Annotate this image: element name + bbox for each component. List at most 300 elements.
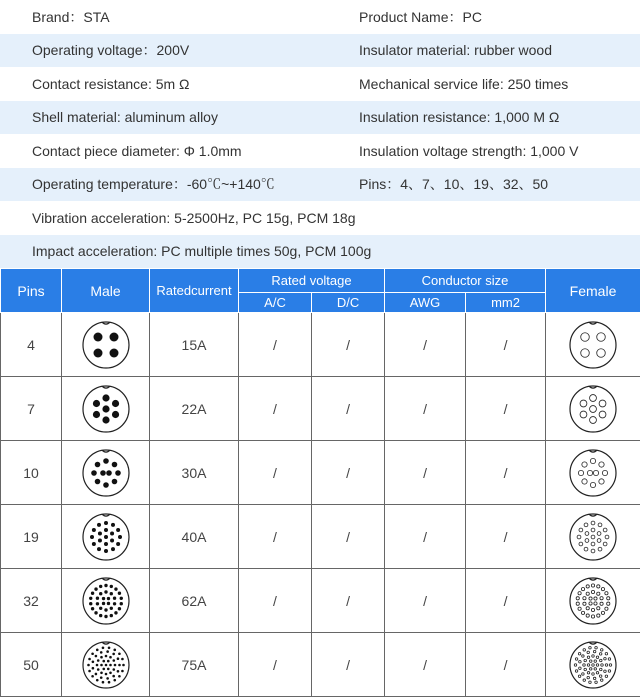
cell-current: 30A [150,441,239,505]
female-socket [605,675,607,677]
cell-current: 22A [150,377,239,441]
male-pin [104,521,108,525]
male-pin [121,669,124,672]
male-pin [112,674,115,677]
male-pin [116,669,119,672]
male-pin [93,348,102,357]
spec-row [0,0,640,34]
male-pin [88,669,91,672]
male-pin [101,596,104,599]
spec-brand: Brand：STA [0,7,359,27]
female-connector-50-icon [546,633,640,697]
spec-row [0,67,640,101]
male-pin [109,671,112,674]
male-pin [87,663,90,666]
male-pin [97,522,101,526]
male-pin [118,652,121,655]
female-socket [579,542,583,546]
cell-mm2: / [466,313,546,377]
female-socket [590,394,597,401]
male-pin [114,611,117,614]
female-socket [599,400,606,407]
female-socket [600,596,603,599]
female-socket [587,655,589,657]
female-socket [595,646,597,648]
female-socket [594,667,596,669]
female-socket [601,663,603,665]
male-pin [106,601,109,604]
male-pin [90,607,93,610]
female-socket [589,601,592,604]
male-pin [104,614,107,617]
female-socket [581,332,590,341]
cell-current: 62A [150,569,239,633]
spec-operating-voltage: Operating voltage：200V [0,40,359,60]
header-rated-voltage: Rated voltage [239,269,385,293]
female-socket [597,348,606,357]
male-pin [102,659,105,662]
cell-awg: / [385,313,466,377]
female-socket [597,332,606,341]
male-pin [111,478,117,484]
female-connector-10-icon [546,441,640,505]
female-socket [585,531,589,535]
cell-current: 75A [150,633,239,697]
female-socket [592,672,594,674]
male-pin [115,470,121,476]
male-pin [99,592,102,595]
male-pin [103,482,109,488]
female-socket [583,648,585,650]
female-socket [580,411,587,418]
female-socket [583,678,585,680]
spec-operating-temperature: Operating temperature：-60℃~+140℃ [0,174,359,194]
spec-row [0,101,640,135]
header-awg: AWG [385,293,466,313]
pin-table [0,268,640,697]
female-socket [587,663,589,665]
female-connector-7-icon [546,377,640,441]
male-pin [99,676,102,679]
male-pin [122,663,125,666]
male-pin [91,660,94,663]
female-socket [604,670,606,672]
male-pin [99,584,102,587]
female-socket [599,461,604,466]
female-socket [587,470,592,475]
male-pin [112,596,115,599]
female-socket [575,657,577,659]
female-socket [597,606,600,609]
female-socket [576,596,579,599]
female-socket [581,587,584,590]
male-pin [113,648,116,651]
female-socket [578,591,581,594]
male-pin [109,655,112,658]
male-pin [106,470,112,476]
male-pin [92,410,99,417]
male-pin [110,538,114,542]
female-socket [600,668,602,670]
female-socket [583,596,586,599]
female-socket [608,657,610,659]
female-socket [591,583,594,586]
cell-dc: / [312,441,385,505]
female-socket [578,675,580,677]
female-socket [602,470,607,475]
female-socket [589,680,591,682]
female-socket [599,411,606,418]
male-pin [113,678,116,681]
female-socket [590,667,592,669]
female-socket [607,602,610,605]
female-socket [603,528,607,532]
female-socket [584,547,588,551]
male-pin [104,583,107,586]
female-socket [590,458,595,463]
female-socket [582,461,587,466]
female-socket [605,663,607,665]
spec-impact: Impact acceleration: PC multiple times 50g, PCM 100g [0,243,371,259]
male-pin [111,547,115,551]
male-pin [116,542,120,546]
male-pin [119,596,122,599]
female-socket [577,535,581,539]
male-pin [114,587,117,590]
header-male: Male [62,269,150,313]
male-pin [118,535,122,539]
female-socket [591,542,595,546]
header-mm2: mm2 [466,293,546,313]
female-socket [605,607,608,610]
male-pin [101,601,104,604]
male-pin [106,659,109,662]
cell-awg: / [385,569,466,633]
header-ac: A/C [239,293,312,313]
female-socket [575,669,577,671]
connector-outline [83,450,129,496]
male-pin [106,677,109,680]
spec-row [0,168,640,202]
female-socket [590,416,597,423]
female-socket [597,592,600,595]
male-pin [116,657,119,660]
male-pin [113,663,116,666]
male-pin [89,596,92,599]
female-socket [601,587,604,590]
male-pin [109,663,112,666]
female-socket [591,535,595,539]
male-pin [104,608,107,611]
male-connector-7-icon [62,377,150,441]
cell-mm2: / [466,569,546,633]
table-row [1,633,640,697]
female-socket [599,674,601,676]
female-socket [607,596,610,599]
female-socket [594,596,597,599]
table-row [1,569,640,633]
male-pin [111,410,118,417]
male-pin [97,531,101,535]
male-pin [109,606,112,609]
male-pin [104,542,108,546]
male-pin [101,680,104,683]
male-pin [121,657,124,660]
female-socket [579,666,581,668]
male-pin [102,394,109,401]
cell-awg: / [385,505,466,569]
male-pin [106,650,109,653]
male-pin [89,601,92,604]
spec-contact-resistance: Contact resistance: 5m Ω [0,76,359,92]
cell-current: 15A [150,313,239,377]
cell-dc: / [312,505,385,569]
female-socket [593,470,598,475]
male-connector-4-icon [62,313,150,377]
table-row [1,377,640,441]
male-pin [104,654,107,657]
spec-row [0,201,640,235]
male-pin [112,659,115,662]
table-row [1,313,640,377]
header-female: Female [546,269,640,313]
female-socket [590,405,597,412]
female-socket [579,528,583,532]
spec-insulation-voltage: Insulation voltage strength: 1,000 V [359,143,578,159]
female-socket [600,659,602,661]
female-socket [605,652,607,654]
cell-ac: / [239,377,312,441]
male-pin [111,522,115,526]
cell-mm2: / [466,505,546,569]
female-socket [586,592,589,595]
female-socket [580,400,587,407]
male-pin [100,655,103,658]
male-pin [95,663,98,666]
cell-awg: / [385,377,466,441]
header-rated-current: Ratedcurrent [150,269,239,313]
female-socket [591,590,594,593]
male-pin [91,470,97,476]
connector-outline [83,322,129,368]
female-socket [592,654,594,656]
male-pin [94,654,97,657]
male-pin [91,666,94,669]
male-pin [116,528,120,532]
female-socket [599,478,604,483]
cell-current: 40A [150,505,239,569]
male-pin [100,671,103,674]
female-socket [578,652,580,654]
spec-vibration: Vibration acceleration: 5-2500Hz, PC 15g, PCM 18g [0,210,355,226]
cell-dc: / [312,313,385,377]
female-socket [586,584,589,587]
cell-pins: 19 [1,505,62,569]
male-pin [90,591,93,594]
female-socket [599,652,601,654]
female-socket [583,663,585,665]
female-socket [596,663,598,665]
female-socket [589,646,591,648]
cell-pins: 50 [1,633,62,697]
male-pin [104,663,107,666]
header-dc: D/C [312,293,385,313]
male-pin [88,657,91,660]
male-pin [106,667,109,670]
male-pin [109,348,118,357]
female-socket [581,611,584,614]
male-connector-50-icon [62,633,150,697]
header-conductor-size: Conductor size [385,269,546,293]
male-pin [92,399,99,406]
male-pin [119,601,122,604]
female-socket [583,602,586,605]
female-socket [586,606,589,609]
male-pin [104,590,107,593]
female-socket [591,549,595,553]
female-socket [601,648,603,650]
male-pin [95,648,98,651]
male-pin [91,542,95,546]
male-pin [117,591,120,594]
female-socket [582,654,584,656]
male-pin [95,602,98,605]
male-pin [111,461,117,467]
female-socket [584,668,586,670]
female-socket [578,470,583,475]
female-socket [591,614,594,617]
male-pin [103,458,109,464]
male-pin [109,592,112,595]
female-socket [605,535,609,539]
male-pin [109,584,112,587]
male-pin [111,399,118,406]
male-pin [97,538,101,542]
female-socket [591,528,595,532]
male-pin [100,470,106,476]
male-pin [90,535,94,539]
female-socket [574,663,576,665]
table-row [1,441,640,505]
female-socket [592,663,594,665]
female-socket [582,478,587,483]
cell-ac: / [239,633,312,697]
male-pin [99,651,102,654]
male-pin [109,613,112,616]
male-connector-10-icon [62,441,150,505]
spec-shell-material: Shell material: aluminum alloy [0,109,359,125]
spec-row [0,235,640,269]
female-socket [608,669,610,671]
cell-dc: / [312,377,385,441]
male-pin [94,587,97,590]
male-pin [102,416,109,423]
male-pin [94,461,100,467]
female-socket [597,613,600,616]
male-pin [110,531,114,535]
female-socket [578,607,581,610]
male-connector-32-icon [62,569,150,633]
female-socket [584,659,586,661]
female-socket [597,531,601,535]
male-connector-19-icon [62,505,150,569]
female-socket [596,671,598,673]
male-pin [99,606,102,609]
male-pin [118,674,121,677]
female-socket [594,601,597,604]
female-socket [587,676,589,678]
female-connector-19-icon [546,505,640,569]
cell-mm2: / [466,633,546,697]
cell-ac: / [239,569,312,633]
spec-row [0,34,640,68]
male-pin [91,674,94,677]
female-socket [609,663,611,665]
female-connector-4-icon [546,313,640,377]
female-socket [597,538,601,542]
male-pin [104,672,107,675]
male-pin [118,663,121,666]
spec-insulation-resistance: Insulation resistance: 1,000 M Ω [359,109,559,125]
female-connector-32-icon [546,569,640,633]
female-socket [598,522,602,526]
male-pin [104,535,108,539]
table-row [1,505,640,569]
spec-pins: Pins：4、7、10、19、32、50 [359,174,548,194]
female-socket [587,651,589,653]
female-socket [605,591,608,594]
male-pin [102,405,109,412]
cell-ac: / [239,505,312,569]
connector-outline [570,322,616,368]
male-pin [96,659,99,662]
male-pin [94,478,100,484]
male-pin [97,547,101,551]
male-pin [104,528,108,532]
female-socket [579,660,581,662]
male-pin [95,678,98,681]
cell-ac: / [239,313,312,377]
male-pin [101,646,104,649]
male-pin [91,528,95,532]
cell-pins: 32 [1,569,62,633]
female-socket [595,680,597,682]
female-socket [601,678,603,680]
female-socket [591,521,595,525]
female-socket [597,584,600,587]
cell-pins: 7 [1,377,62,441]
female-socket [587,671,589,673]
cell-dc: / [312,569,385,633]
male-pin [112,602,115,605]
cell-pins: 10 [1,441,62,505]
female-socket [603,542,607,546]
spec-insulator-material: Insulator material: rubber wood [359,42,552,58]
female-socket [593,677,595,679]
female-socket [585,538,589,542]
female-socket [584,522,588,526]
female-socket [600,602,603,605]
cell-ac: / [239,441,312,505]
spec-contact-diameter: Contact piece diameter: Φ 1.0mm [0,143,359,159]
cell-dc: / [312,633,385,697]
cell-mm2: / [466,377,546,441]
female-socket [576,602,579,605]
female-socket [591,608,594,611]
female-socket [589,596,592,599]
male-pin [112,668,115,671]
female-socket [596,655,598,657]
